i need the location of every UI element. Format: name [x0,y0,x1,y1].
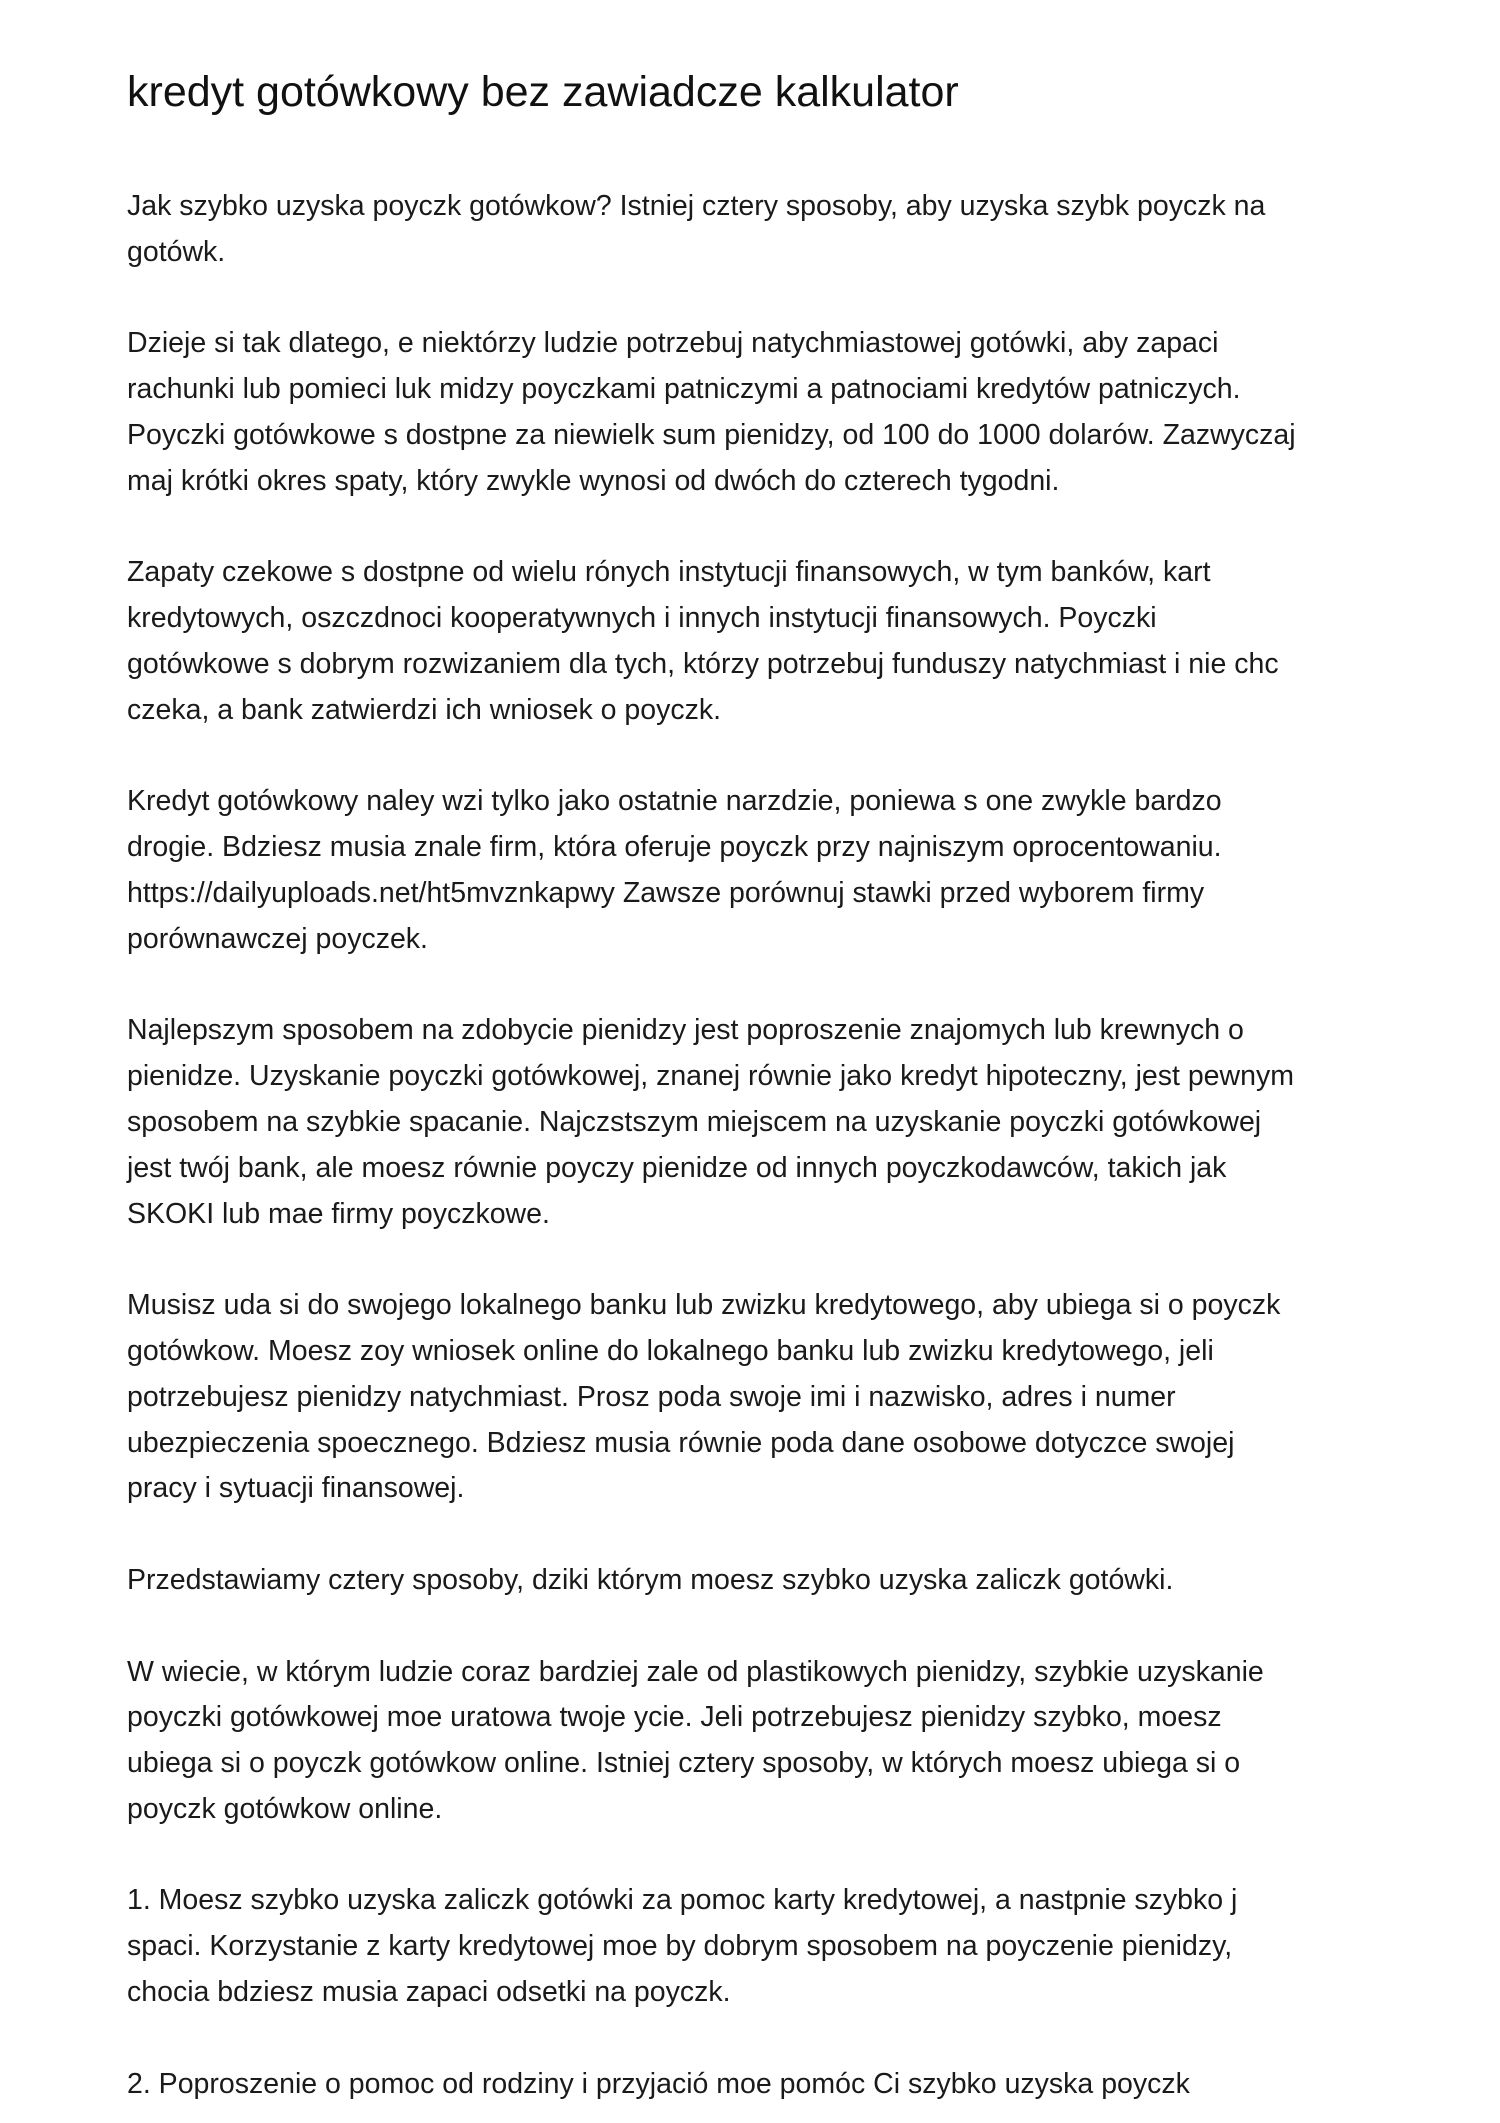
text-line: SKOKI lub mae firmy poyczkowe. [127,1197,550,1230]
text-line: W wiecie, w którym ludzie coraz bardziej zale od plastikowych pienidzy, szybkie uzyskanie [127,1655,1264,1688]
text-line: maj krótki okres spaty, który zwykle wynosi od dwóch do czterech tygodni. [127,464,1060,497]
paragraph [127,550,1390,733]
paragraph [127,1283,1390,1512]
text-line: Dzieje si tak dlatego, e niektórzy ludzie potrzebuj natychmiastowej gotówki, aby zapaci [127,327,1219,360]
paragraph [127,1650,1390,1833]
text-line: Poyczki gotówkowe s dostpne za niewielk sum pienidzy, od 100 do 1000 dolarów. Zazwyczaj [127,418,1296,451]
text-line: gotówkowe s dobrym rozwizaniem dla tych, którzy potrzebuj funduszy natychmiast i nie chc [127,647,1279,680]
paragraph [127,1008,1390,1237]
text-line: porównawczej poyczek. [127,922,428,955]
text-line: czeka, a bank zatwierdzi ich wniosek o poyczk. [127,693,722,726]
text-line: potrzebujesz pienidzy natychmiast. Prosz poda swoje imi i nazwisko, adres i numer [127,1380,1176,1413]
text-line: https://dailyuploads.net/ht5mvznkapwy Zawsze porównuj stawki przed wyborem firmy [127,876,1205,909]
text-line: chocia bdziesz musia zapaci odsetki na poyczk. [127,1976,731,2009]
text-line: jest twój bank, ale moesz równie poyczy pienidze od innych poyczkodawców, takich jak [127,1151,1227,1184]
page-title: kredyt gotówkowy bez zawiadcze kalkulator [127,68,959,116]
text-line: poyczki gotówkowej moe uratowa twoje ycie. Jeli potrzebujesz pienidzy szybko, moesz [127,1701,1222,1734]
text-line: gotówk. [127,235,226,268]
paragraph [127,1558,1390,1604]
paragraph [127,1878,1390,2015]
text-line: kredytowych, oszczdnoci kooperatywnych i innych instytucji finansowych. Poyczki [127,602,1157,635]
paragraph [127,321,1390,504]
paragraph [127,184,1390,276]
text-line: gotówkow. Moesz zoy wniosek online do lokalnego banku lub zwizku kredytowego, jeli [127,1334,1214,1367]
text-line: 1. Moesz szybko uzyska zaliczk gotówki za pomoc karty kredytowej, a nastpnie szybko j [127,1884,1238,1917]
text-line: Przedstawiamy cztery sposoby, dziki którym moesz szybko uzyska zaliczk gotówki. [127,1563,1174,1596]
text-line: sposobem na szybkie spacanie. Najczstszym miejscem na uzyskanie poyczki gotówkowej [127,1105,1262,1138]
text-line: Najlepszym sposobem na zdobycie pienidzy jest poproszenie znajomych lub krewnych o [127,1014,1244,1047]
paragraph [127,779,1390,962]
text-line: spaci. Korzystanie z karty kredytowej moe by dobrym sposobem na poyczenie pienidzy, [127,1930,1233,1963]
text-line: drogie. Bdziesz musia znale firm, która oferuje poyczk przy najniszym oprocentowaniu. [127,831,1222,864]
text-line: rachunki lub pomieci luk midzy poyczkami patniczymi a patnociami kredytów patniczych. [127,373,1241,406]
text-line: ubiega si o poyczk gotówkow online. Istniej cztery sposoby, w których moesz ubiega si o [127,1747,1241,1780]
text-line: 2. Poproszenie o pomoc od rodziny i przyjació moe pomóc Ci szybko uzyska poyczk [127,2067,1190,2100]
text-line: Zapaty czekowe s dostpne od wielu rónych instytucji finansowych, w tym banków, kart [127,556,1211,589]
text-line: pienidze. Uzyskanie poyczki gotówkowej, znanej równie jako kredyt hipoteczny, jest pewnym [127,1060,1294,1093]
document-body [127,184,1390,2107]
text-line: poyczk gotówkow online. [127,1792,443,1825]
text-line: pracy i sytuacji finansowej. [127,1472,465,1505]
text-line: Musisz uda si do swojego lokalnego banku lub zwizku kredytowego, aby ubiega si o poyczk [127,1289,1281,1322]
text-line: Kredyt gotówkowy naley wzi tylko jako ostatnie narzdzie, poniewa s one zwykle bardzo [127,785,1222,818]
text-line: ubezpieczenia spoecznego. Bdziesz musia równie poda dane osobowe dotyczce swojej [127,1426,1235,1459]
paragraph [127,2062,1390,2108]
text-line: Jak szybko uzyska poyczk gotówkow? Istniej cztery sposoby, aby uzyska szybk poyczk na [127,190,1266,222]
